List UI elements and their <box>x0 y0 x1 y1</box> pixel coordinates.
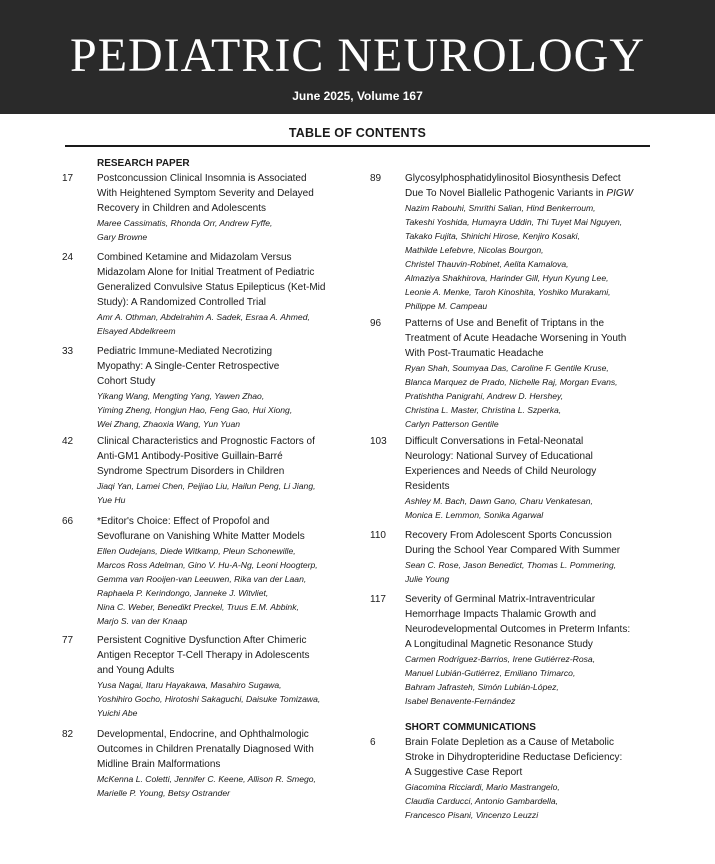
article-title: Difficult Conversations in Fetal-Neonatal Neurology: National Survey of Educational Experiences and Needs of Child Neurology Residents <box>405 436 597 492</box>
article-title-text: Glycosylphosphatidylinositol Biosynthesis Defect Due To Novel Biallelic Pathogenic Variants in <box>405 173 621 199</box>
article-authors: Maree Cassimatis, Rhonda Orr, Andrew Fyffe, Gary Browne <box>97 218 273 242</box>
article-title: Postconcussion Clinical Insomnia is Associated With Heightened Symptom Severity and Delayed Recovery in Children and Adolescents <box>97 173 314 214</box>
article-authors: Nazim Rabouhi, Smrithi Salian, Hind Benkerroum, Takeshi Yoshida, Humayra Uddin, Thi Tuyet Mai Nguyen, Takako Fujita, Shinichi Hirose, Kenjiro Kosaki, Mathilde Lefebvre, Nicolas Bourgon, Christel Thauvin-Robinet, Aelita Kamalova, Almaziya Shakhirova, Harinder Gill, Hyun Kyung Lee, Leonie A. Menke, Taroh Kinoshita, Yoshiko Murakami, Philippe M. Campeau <box>405 203 623 311</box>
article-authors: Giacomina Ricciardi, Mario Mastrangelo, Claudia Carducci, Antonio Gambardella, Francesco Pisani, Vincenzo Leuzzi <box>405 782 560 820</box>
article-authors: Yikang Wang, Mengting Yang, Yawen Zhao, Yiming Zheng, Hongjun Hao, Feng Gao, Hui Xiong, Wei Zhang, Zhaoxia Wang, Yun Yuan <box>97 391 293 429</box>
article-title: Pediatric Immune-Mediated Necrotizing Myopathy: A Single-Center Retrospective Cohort Study <box>97 346 280 387</box>
gene-name: PIGW <box>606 188 634 199</box>
article-title: *Editor's Choice: Effect of Propofol and Sevoflurane on Vanishing White Matter Models <box>97 516 305 542</box>
page-number: 110 <box>370 530 386 541</box>
article-authors: Carmen Rodríguez-Barrios, Irene Gutiérrez-Rosa, Manuel Lubián-Gutiérrez, Emiliano Trimarco, Bahram Jafrasteh, Simón Lubián-López, Isabel Benavente-Fernández <box>405 654 596 706</box>
toc-divider <box>65 145 650 147</box>
article-authors: Jiaqi Yan, Lamei Chen, Peijiao Liu, Hailun Peng, Li Jiang, Yue Hu <box>97 481 316 505</box>
page-number: 96 <box>370 318 382 329</box>
page-number: 89 <box>370 173 382 184</box>
page-number: 42 <box>62 436 74 447</box>
page-number: 103 <box>370 436 387 447</box>
journal-header <box>0 0 715 114</box>
page-number: 82 <box>62 729 74 740</box>
article-authors: Amr A. Othman, Abdelrahim A. Sadek, Esraa A. Ahmed, Elsayed Abdelkreem <box>97 312 310 336</box>
article-title: Brain Folate Depletion as a Cause of Metabolic Stroke in Dihydropteridine Reductase Deficiency: A Suggestive Case Report <box>405 737 623 778</box>
page-number: 17 <box>62 173 74 184</box>
article-title: Severity of Germinal Matrix-Intraventricular Hemorrhage Impacts Thalamic Growth and Neurodevelopmental Outcomes in Preterm Infants: A Longitudinal Magnetic Resonance Study <box>405 594 631 650</box>
section-heading-research-paper: RESEARCH PAPER <box>97 158 190 169</box>
article-title: Patterns of Use and Benefit of Triptans in the Treatment of Acute Headache Worsening in Youth With Post-Traumatic Headache <box>405 318 627 359</box>
article-title <box>405 171 663 201</box>
article-authors: Ellen Oudejans, Diede Witkamp, Pleun Schonewille, Marcos Ross Adelman, Gino V. Hu-A-Ng, Leoni Hoogterp, Gemma van Rooijen-van Leeuwen, Rika van der Laan, Raphaela P. Kerindongo, Janneke J. Witvliet, Nina C. Weber, Benedikt Preckel, Truus E.M. Abbink, Marjo S. van der Knaap <box>97 546 318 626</box>
article-authors: Ryan Shah, Soumyaa Das, Caroline F. Gentile Kruse, Blanca Marquez de Prado, Nichelle Raj, Morgan Evans, Pratishtha Panigrahi, Andrew D. Hershey, Christina L. Master, Christina L. Szperka, Carlyn Patterson Gentile <box>405 363 618 429</box>
section-heading-short-communications: SHORT COMMUNICATIONS <box>405 722 536 733</box>
page-number: 66 <box>62 516 74 527</box>
article-title: Recovery From Adolescent Sports Concussion During the School Year Compared With Summer <box>405 530 621 556</box>
article-authors: Ashley M. Bach, Dawn Gano, Charu Venkatesan, Monica E. Lemmon, Sonika Agarwal <box>405 496 593 520</box>
article-authors: Yusa Nagai, Itaru Hayakawa, Masahiro Sugawa, Yoshihiro Gocho, Hirotoshi Sakaguchi, Daisuke Tomizawa, Yuichi Abe <box>97 680 321 718</box>
article-authors: McKenna L. Coletti, Jennifer C. Keene, Allison R. Smego, Marielle P. Young, Betsy Ostrander <box>97 774 316 798</box>
issue-date-volume: June 2025, Volume 167 <box>292 89 423 103</box>
page-number: 117 <box>370 594 386 605</box>
article-title: Combined Ketamine and Midazolam Versus Midazolam Alone for Initial Treatment of Pediatric Generalized Convulsive Status Epilepticus (Ket-Mid Study): A Randomized Controlled Trial <box>97 252 326 308</box>
page-number: 24 <box>62 252 74 263</box>
page-number: 77 <box>62 635 74 646</box>
page-number: 33 <box>62 346 74 357</box>
article-title: Clinical Characteristics and Prognostic Factors of Anti-GM1 Antibody-Positive Guillain-Barré Syndrome Spectrum Disorders in Children <box>97 436 315 477</box>
article-authors: Sean C. Rose, Jason Benedict, Thomas L. Pommering, Julie Young <box>405 560 617 584</box>
page-number: 6 <box>370 737 376 748</box>
toc-heading: TABLE OF CONTENTS <box>288 126 427 140</box>
article-title: Developmental, Endocrine, and Ophthalmologic Outcomes in Children Prenatally Diagnosed With Midline Brain Malformations <box>97 729 314 770</box>
article-title: Persistent Cognitive Dysfunction After Chimeric Antigen Receptor T-Cell Therapy in Adolescents and Young Adults <box>97 635 310 676</box>
journal-title: PEDIATRIC NEUROLOGY <box>70 29 645 82</box>
